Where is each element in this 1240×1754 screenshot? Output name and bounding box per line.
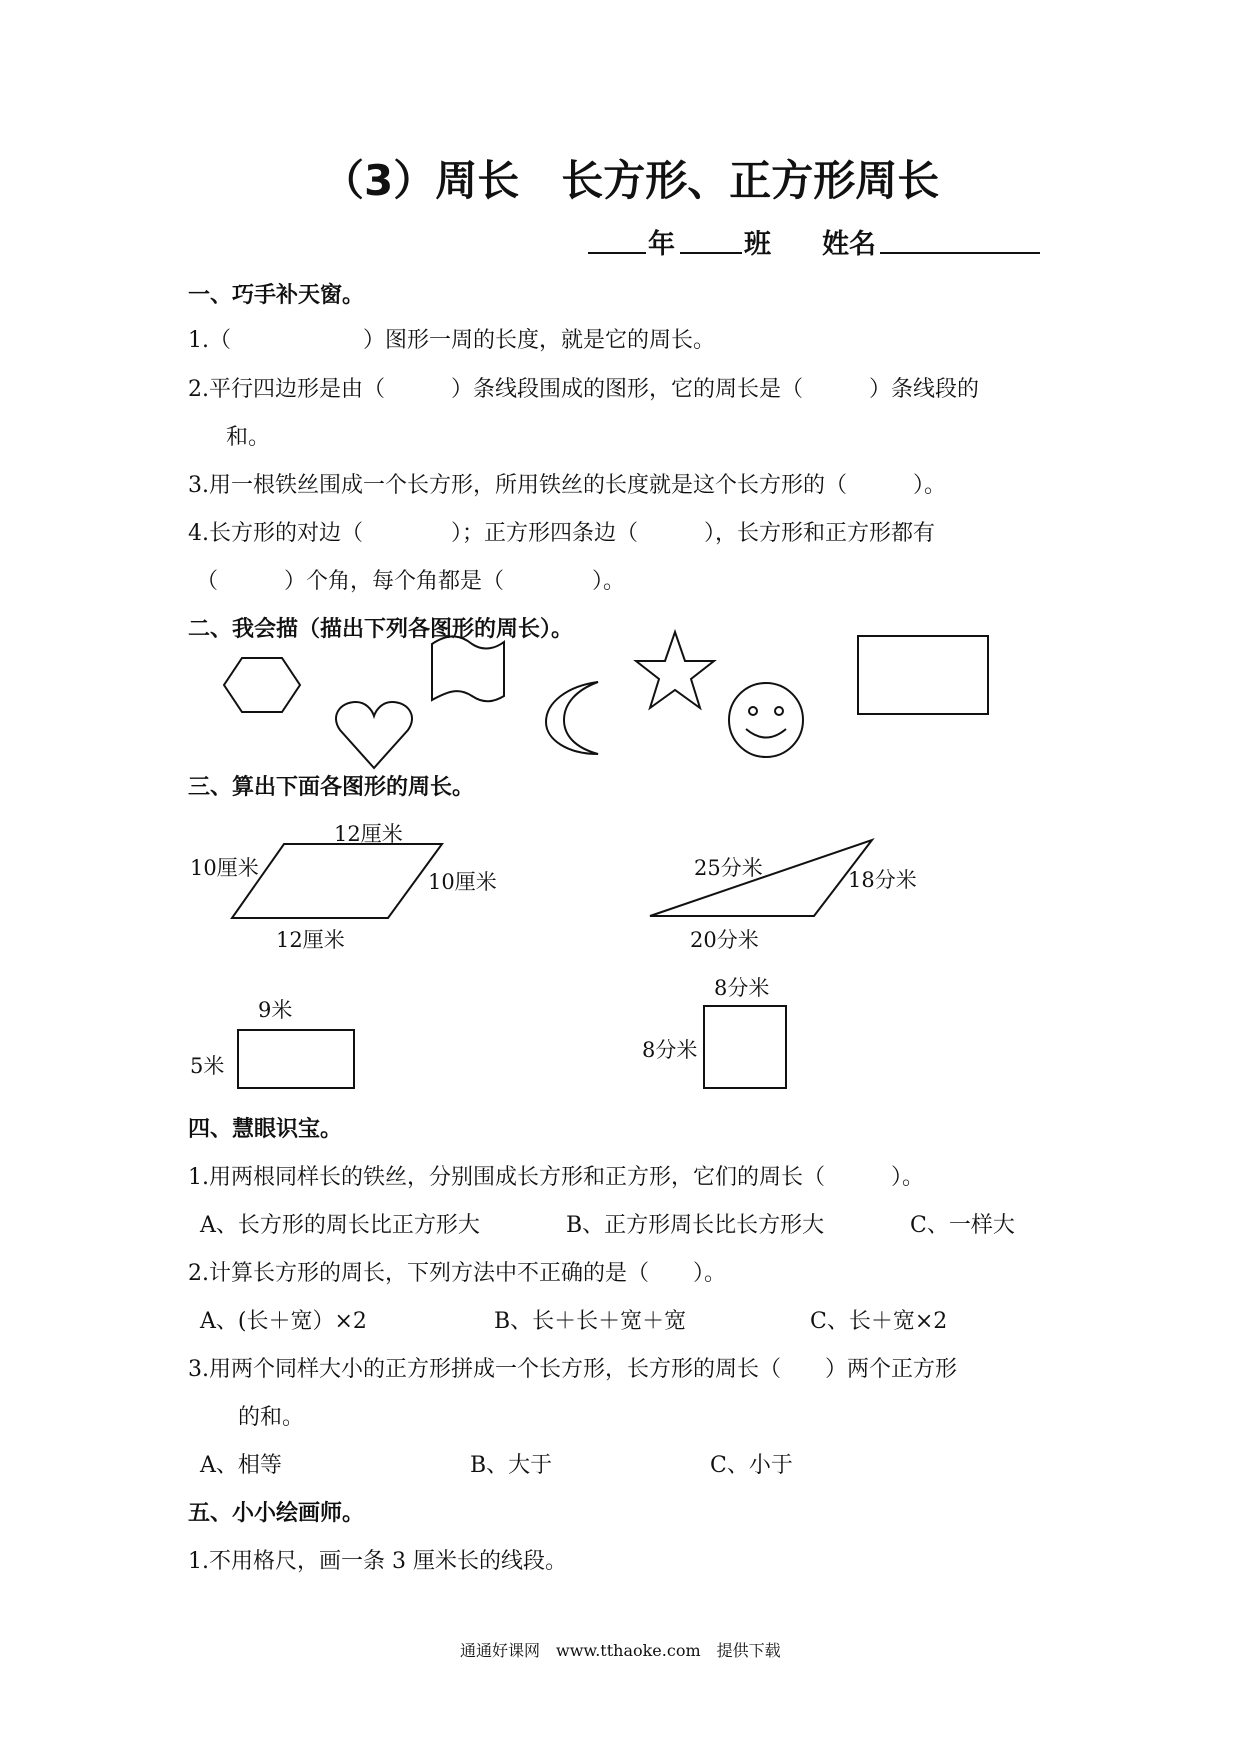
s1-question-2-cont: 和。: [226, 425, 271, 450]
footer-credit: 通通好课网 www.tthaoke.com 提供下载: [460, 1641, 781, 1660]
class-blank[interactable]: [680, 222, 742, 254]
heart-figure: [334, 700, 414, 772]
s4-question-1: 1.用两根同样长的铁丝，分别围成长方形和正方形，它们的周长（ ）。: [188, 1165, 924, 1190]
triangle-bottom-label: 20分米: [690, 928, 759, 952]
s4-question-2: 2.计算长方形的周长，下列方法中不正确的是（ ）。: [188, 1261, 726, 1286]
name-blank[interactable]: [880, 222, 1040, 254]
s1-question-4-cont: （ ）个角，每个角都是（ ）。: [196, 569, 626, 594]
class-label: 班: [744, 229, 771, 260]
parallelogram-figure: [230, 842, 450, 922]
parallelogram-left-label: 10厘米: [190, 856, 259, 880]
section-3-heading: 三、算出下面各图形的周长。: [188, 775, 475, 800]
s4-question-3-cont: 的和。: [238, 1405, 305, 1430]
square-left-label: 8分米: [642, 1038, 698, 1062]
s4-q3-option-a[interactable]: A、相等: [200, 1453, 282, 1478]
crescent-moon-figure: [540, 680, 606, 756]
square-top-label: 8分米: [714, 976, 770, 1000]
square-8x8-figure: [702, 1004, 788, 1090]
parallelogram-bottom-label: 12厘米: [276, 928, 345, 952]
s4-q2-option-a[interactable]: A、(长＋宽）×2: [200, 1309, 367, 1334]
flag-figure: [428, 634, 508, 708]
section-5-heading: 五、小小绘画师。: [188, 1501, 365, 1526]
section-1-heading: 一、巧手补天窗。: [188, 283, 365, 308]
rect-left-label: 5米: [190, 1054, 225, 1078]
s4-question-3: 3.用两个同样大小的正方形拼成一个长方形，长方形的周长（ ）两个正方形: [188, 1357, 957, 1382]
triangle-long-side-label: 25分米: [694, 856, 763, 880]
rectangle-figure: [856, 634, 992, 718]
s4-q1-option-c[interactable]: C、一样大: [910, 1213, 1015, 1238]
s4-q2-option-c[interactable]: C、长＋宽×2: [810, 1309, 948, 1334]
rect-5x9-figure: [236, 1028, 356, 1090]
s1-question-4: 4.长方形的对边（ ）；正方形四条边（ ），长方形和正方形都有: [188, 521, 935, 546]
s4-q1-option-b[interactable]: B、正方形周长比长方形大: [566, 1213, 825, 1238]
s1-question-1: 1.（ ）图形一周的长度，就是它的周长。: [188, 328, 715, 353]
page-title: （3）周长 长方形、正方形周长: [322, 156, 940, 205]
hexagon-figure: [222, 656, 302, 716]
s4-q1-option-a[interactable]: A、长方形的周长比正方形大: [200, 1213, 480, 1238]
parallelogram-right-label: 10厘米: [428, 870, 497, 894]
s4-q3-option-c[interactable]: C、小于: [710, 1453, 793, 1478]
section-2-heading: 二、我会描（描出下列各图形的周长）。: [188, 617, 574, 642]
section-4-heading: 四、慧眼识宝。: [188, 1117, 343, 1142]
s4-q2-option-b[interactable]: B、长＋长＋宽＋宽: [494, 1309, 687, 1334]
grade-label: 年: [648, 229, 675, 260]
s5-question-1: 1.不用格尺，画一条 3 厘米长的线段。: [188, 1549, 567, 1574]
s1-question-3: 3.用一根铁丝围成一个长方形，所用铁丝的长度就是这个长方形的（ ）。: [188, 473, 946, 498]
s4-q3-option-b[interactable]: B、大于: [470, 1453, 553, 1478]
star-figure: [634, 630, 716, 712]
rect-top-label: 9米: [258, 998, 293, 1022]
name-label: 姓名: [822, 229, 876, 260]
s1-question-2: 2.平行四边形是由（ ）条线段围成的图形，它的周长是（ ）条线段的: [188, 377, 979, 402]
triangle-right-side-label: 18分米: [848, 868, 917, 892]
smiley-face-figure: [726, 680, 806, 760]
parallelogram-top-label: 12厘米: [334, 822, 403, 846]
grade-blank[interactable]: [588, 222, 646, 254]
